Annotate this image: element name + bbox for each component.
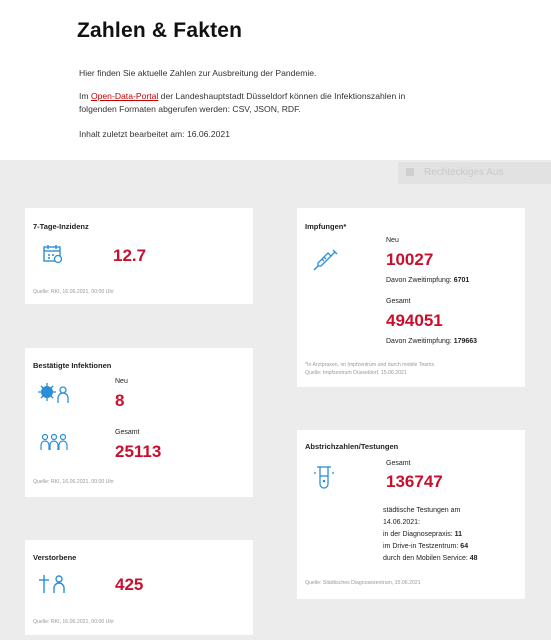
tests-diagnosepraxis xyxy=(383,531,462,538)
tests-line5-label: durch den Mobilen Service: xyxy=(383,555,468,562)
calendar-virus-icon xyxy=(42,243,64,265)
infections-new-label: Neu xyxy=(115,378,128,385)
vaccinations-card xyxy=(297,208,525,387)
intro-open-data xyxy=(79,90,405,116)
open-data-portal-link[interactable]: Open-Data-Portal xyxy=(90,91,159,101)
people-group-icon xyxy=(39,432,69,452)
tests-card xyxy=(297,430,525,599)
tests-total-value: 136747 xyxy=(386,472,443,491)
deaths-title: Verstorbene xyxy=(33,553,77,562)
vaccinations-footnote: *In Arztpraxen, im Impfzentrum und durch mobile Teams xyxy=(305,362,435,368)
cross-person-icon xyxy=(38,574,68,594)
tests-total-label: Gesamt xyxy=(386,460,411,467)
test-tube-icon xyxy=(313,464,335,492)
tests-line4-label: im Drive-in Testzentrum: xyxy=(383,543,459,550)
vaccinations-source: Quelle: Impfzentrum Düsseldorf, 15.06.2021 xyxy=(305,370,407,376)
infections-card xyxy=(25,348,253,497)
incidence-card xyxy=(25,208,253,304)
vaccinations-total-second-value: 179663 xyxy=(453,338,478,345)
intro-suffix: der Landeshauptstadt Düsseldorf können die Infektionszahlen in xyxy=(158,91,406,101)
vaccinations-total-value: 494051 xyxy=(386,311,443,330)
incidence-value: 12.7 xyxy=(113,246,147,265)
intro-section xyxy=(0,0,551,160)
tests-title: Abstrichzahlen/Testungen xyxy=(305,442,399,451)
tests-line5-value: 48 xyxy=(469,555,478,562)
syringe-icon xyxy=(313,248,339,274)
deaths-source: Quelle: RKI, 16.06.2021, 00:00 Uhr xyxy=(33,619,115,625)
vaccinations-new-second-label: Davon Zweitimpfung: xyxy=(386,277,452,284)
vaccinations-new-label: Neu xyxy=(386,237,399,244)
intro-prefix: Im xyxy=(79,91,91,101)
intro-formats: folgenden Formaten abgerufen werden: CSV, JSON, RDF. xyxy=(79,104,301,114)
tests-source: Quelle: Städtisches Diagnosezentrum, 15.06.2021 xyxy=(305,580,421,586)
vaccinations-new-second xyxy=(386,277,469,284)
infections-source: Quelle: RKI, 16.06.2021, 00:00 Uhr xyxy=(33,479,115,485)
vaccinations-total-second xyxy=(386,338,477,345)
tests-line3-value: 11 xyxy=(454,531,463,538)
tests-mobile xyxy=(383,555,478,562)
virus-person-icon xyxy=(38,382,70,404)
vaccinations-total-second-label: Davon Zweitimpfung: xyxy=(386,338,452,345)
deaths-card xyxy=(25,540,253,635)
intro-text: Hier finden Sie aktuelle Zahlen zur Ausbreitung der Pandemie. xyxy=(79,68,317,78)
vaccinations-title: Impfungen* xyxy=(305,222,347,231)
tests-line1: städtische Testungen am xyxy=(383,507,461,514)
ghost-button-label: Rechteckiges Aus xyxy=(424,167,504,178)
ghost-button[interactable] xyxy=(398,162,551,184)
tests-line4-value: 64 xyxy=(460,543,469,550)
tests-line2: 14.06.2021: xyxy=(383,519,420,526)
last-edited: Inhalt zuletzt bearbeitet am: 16.06.2021 xyxy=(79,129,230,139)
incidence-title: 7-Tage-Inzidenz xyxy=(33,222,89,231)
deaths-value: 425 xyxy=(115,575,144,594)
vaccinations-new-second-value: 6701 xyxy=(453,277,470,284)
page-title: Zahlen & Fakten xyxy=(77,19,243,42)
tests-line3-label: in der Diagnosepraxis: xyxy=(383,531,453,538)
vaccinations-total-label: Gesamt xyxy=(386,298,411,305)
infections-new-value: 8 xyxy=(115,391,125,410)
infections-total-label: Gesamt xyxy=(115,429,140,436)
ghost-button-icon xyxy=(406,168,414,176)
tests-drive-in xyxy=(383,543,468,550)
infections-total-value: 25113 xyxy=(115,442,162,461)
vaccinations-new-value: 10027 xyxy=(386,250,434,269)
incidence-source: Quelle: RKI, 16.06.2021, 00:00 Uhr xyxy=(33,289,115,295)
infections-title: Bestätigte Infektionen xyxy=(33,361,112,370)
